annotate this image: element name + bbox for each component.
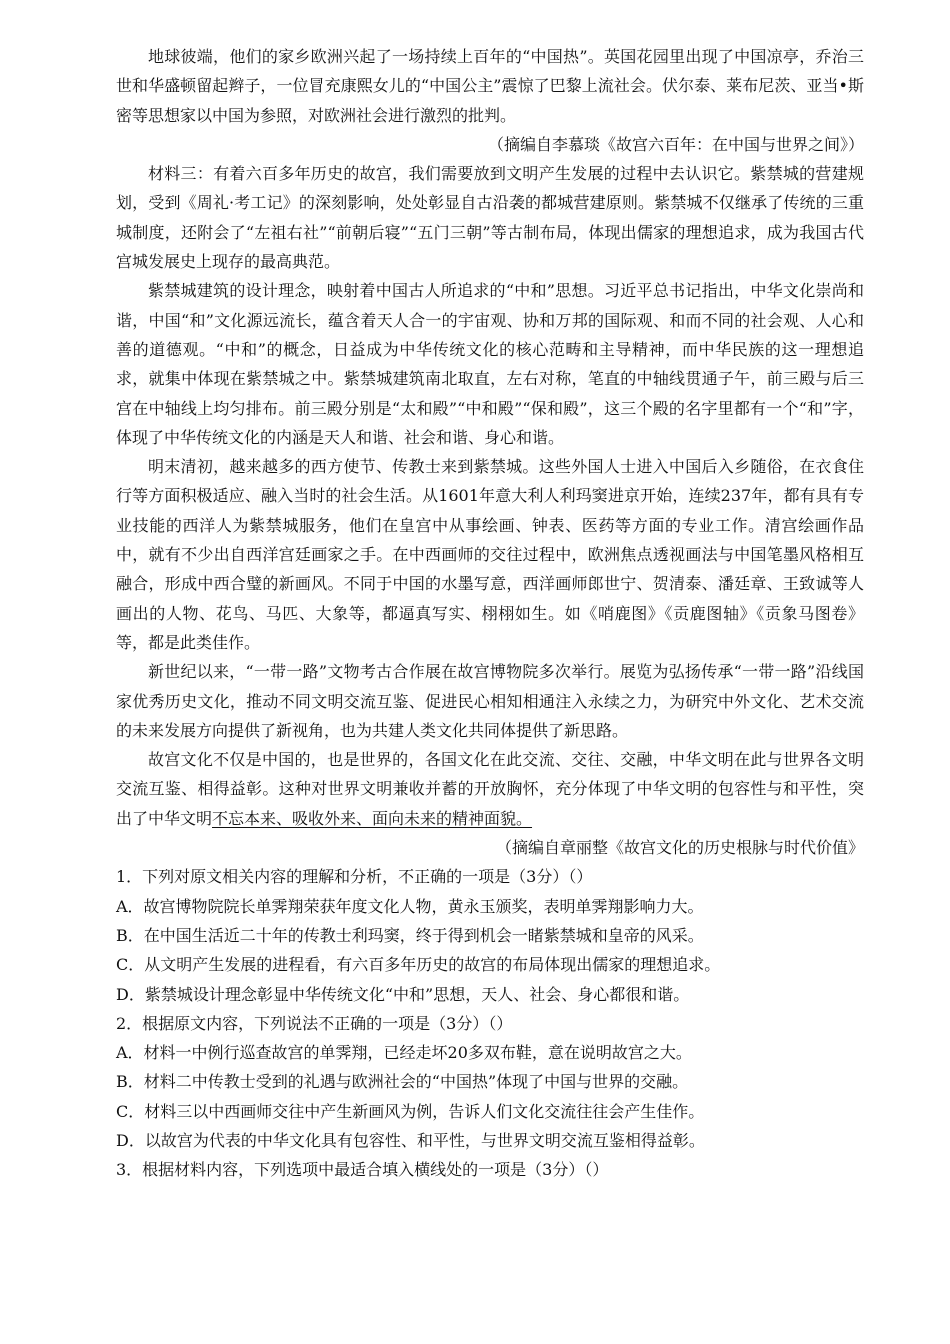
paragraph: 材料三：有着六百多年历史的故宫，我们需要放到文明产生发展的过程中去认识它。紫禁城的营建规划，受到《周礼·考工记》的深刻影响，处处彰显自古沿袭的都城营建原则。紫禁城不仅继承了传统的三重城制度，还附会了“左祖右社”“前朝后寝”“五门三朝”等古制布局，体现出儒家的理想追求，成为我国古代宫城发展史上现存的最高典范。 [116, 164, 864, 272]
question-2-option-a: A．材料一中例行巡查故宫的单霁翔，已经走坏20多双布鞋，意在说明故宫之大。 [116, 1043, 692, 1063]
paragraph: 紫禁城建筑的设计理念，映射着中国古人所追求的“中和”思想。习近平总书记指出，中华文化崇尚和谐，中国“和”文化源远流长，蕴含着天人合一的宇宙观、协和万邦的国际观、和而不同的社会观、人心和善的道德观。“中和”的概念，日益成为中华传统文化的核心范畴和主导精神，而中华民族的这一理想追求，就集中体现在紫禁城之中。紫禁城建筑南北取直，左右对称，笔直的中轴线贯通子午，前三殿与后三宫在中轴线上均匀排布。前三殿分别是“太和殿”“中和殿”“保和殿”，这三个殿的名字里都有一个“和”字，体现了中华传统文化的内涵是天人和谐、社会和谐、身心和谐。 [116, 281, 864, 447]
question-2-option-d: D．以故宫为代表的中华文化具有包容性、和平性，与世界文明交流互鉴相得益彰。 [116, 1130, 705, 1150]
question-2: 2．根据原文内容，下列说法不正确的一项是（3分）（） [116, 1013, 513, 1033]
question-2-option-b: B．材料二中传教士受到的礼遇与欧洲社会的“中国热”体现了中国与世界的交融。 [116, 1072, 689, 1092]
question-1: 1．下列对原文相关内容的理解和分析，不正确的一项是（3分）（） [116, 867, 593, 887]
exam-page [116, 42, 864, 1185]
paragraph: 明末清初，越来越多的西方使节、传教士来到紫禁城。这些外国人士进入中国后入乡随俗，在衣食住行等方面积极适应、融入当时的社会生活。从1601年意大利人利玛窦进京开始，连续237年，都有具有专业技能的西洋人为紫禁城服务，他们在皇宫中从事绘画、钟表、医药等方面的专业工作。清宫绘画作品中，就有不少出自西洋宫廷画家之手。在中西画师的交往过程中，欧洲焦点透视画法与中国笔墨风格相互融合，形成中西合璧的新画风。不同于中国的水墨写意，西洋画师郎世宁、贺清泰、潘廷章、王致诚等人画出的人物、花鸟、马匹、大象等，都逼真写实、栩栩如生。如《哨鹿图》《贡鹿图轴》《贡象马图卷》等，都是此类佳作。 [116, 457, 864, 652]
question-1-option-d: D．紫禁城设计理念彰显中华传统文化“中和”思想，天人、社会、身心都很和谐。 [116, 984, 690, 1004]
paragraph: 地球彼端，他们的家乡欧洲兴起了一场持续上百年的“中国热”。英国花园里出现了中国凉亭，乔治三世和华盛顿留起辫子，一位冒充康熙女儿的“中国公主”震惊了巴黎上流社会。伏尔泰、莱布尼茨、亚当•斯密等思想家以中国为参照，对欧洲社会进行激烈的批判。 [116, 47, 864, 125]
question-1-option-c: C．从文明产生发展的进程看，有六百多年历史的故宫的布局体现出儒家的理想追求。 [116, 955, 721, 975]
question-2-option-c: C．材料三以中西画师交往中产生新画风为例，告诉人们文化交流往往会产生佳作。 [116, 1101, 705, 1121]
question-1-option-b: B．在中国生活近二十年的传教士利玛窦，终于得到机会一睹紫禁城和皇帝的风采。 [116, 925, 704, 945]
paragraph [116, 745, 864, 833]
question-1-option-a: A．故宫博物院院长单霁翔荣获年度文化人物，黄永玉颁奖，表明单霁翔影响力大。 [116, 896, 704, 916]
source-citation: （摘编自章丽整《故宫文化的历史根脉与时代价值》 [495, 838, 864, 858]
source-citation: （摘编自李慕琰《故宫六百年：在中国与世界之间》） [487, 134, 864, 154]
paragraph: 新世纪以来，“一带一路”文物考古合作展在故宫博物院多次举行。展览为弘扬传承“一带一路”沿线国家优秀历史文化，推动不同文明交流互鉴、促进民心相知相通注入永续之力，为研究中外文化、艺术交流的未来发展方向提供了新视角，也为共建人类文化共同体提供了新思路。 [116, 662, 864, 740]
underlined-blank-text: 不忘本来、吸收外来、面向未来的精神面貌。 [212, 808, 533, 828]
paragraph-text: 故宫文化不仅是中国的，也是世界的，各国文化在此交流、交往、交融，中华文明在此与世界各文明交流互鉴、相得益彰。这种对世界文明兼收并蓄的开放胸怀，充分体现了中华文明的包容性与和平性，突出了中华文明 [116, 750, 864, 828]
question-3: 3．根据材料内容，下列选项中最适合填入横线处的一项是（3分）（） [116, 1160, 609, 1180]
